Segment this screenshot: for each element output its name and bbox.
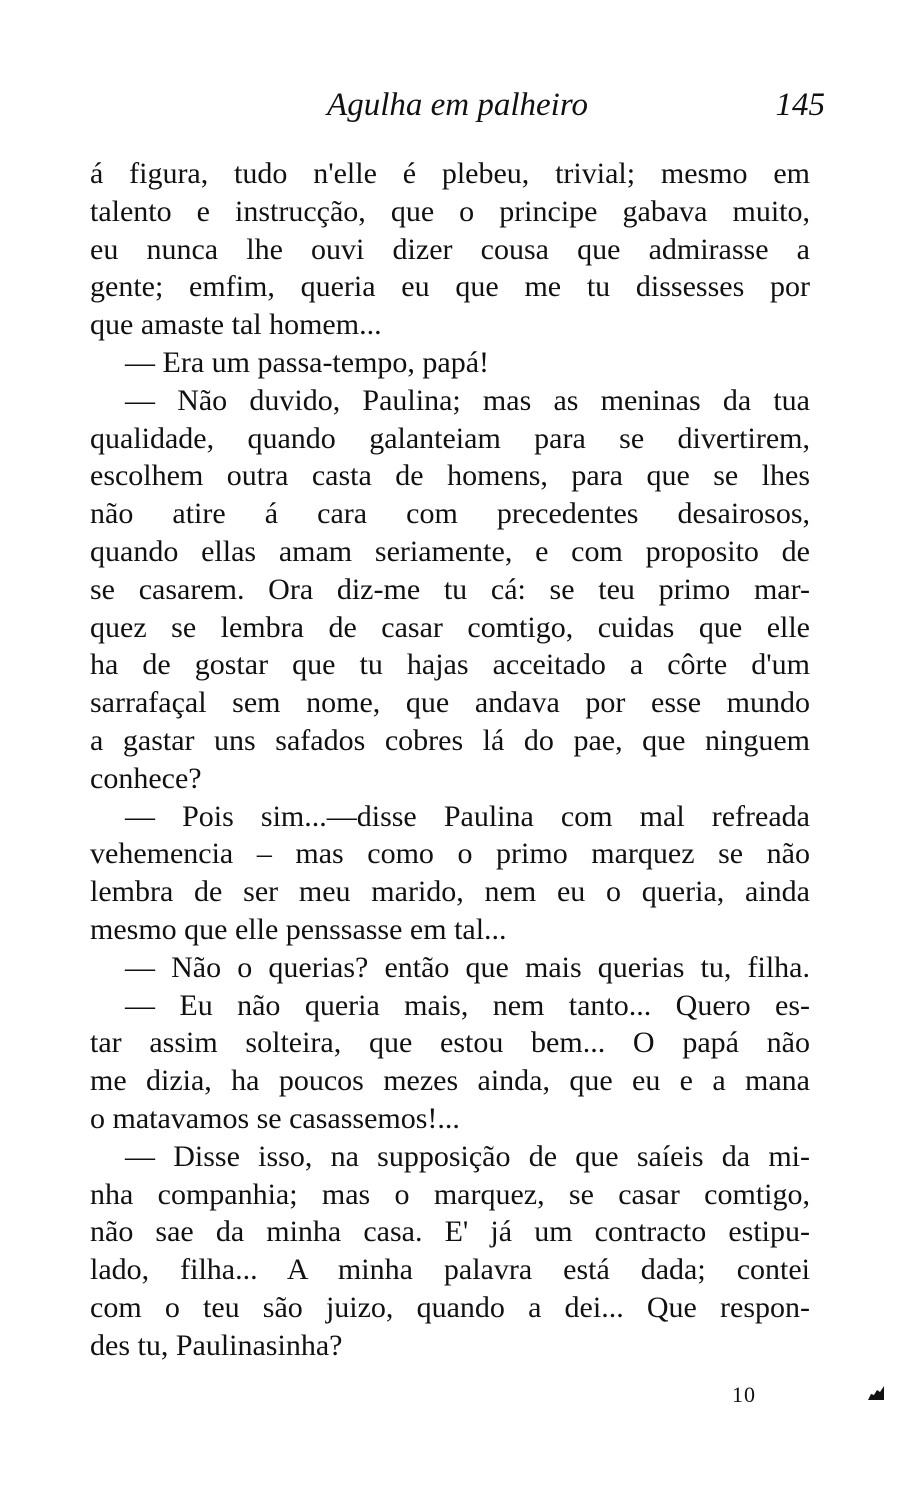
text-line: des tu, Paulinasinha? [90,1328,343,1362]
text-line: mesmo que elle penssasse em tal... [90,912,507,946]
text-line: ha de gostar que tu hajas acceitado a côrte d'um [90,648,810,682]
text-line: a gastar uns safados cobres lá do pae, que ninguem [90,723,810,757]
text-line: lado, filha... A minha palavra está dada; contei [90,1253,810,1287]
text-line: á figura, tudo n'elle é plebeu, trivial; mesmo em [90,157,810,190]
signature-mark: 10 [732,1382,756,1407]
text-line: sarrafaçal sem nome, que andava por esse mundo [90,686,810,720]
text-line: o matavamos se casassemos!... [90,1101,460,1135]
text-line: gente; emfim, queria eu que me tu dissesses por [90,270,810,304]
text-line: — Não duvido, Paulina; mas as meninas da tua [125,383,810,417]
text-line: me dizia, ha poucos mezes ainda, que eu e a mana [90,1064,810,1098]
text-line: quez se lembra de casar comtigo, cuidas que elle [90,610,810,644]
text-line: — Pois sim...—disse Paulina com mal refreada [125,799,810,833]
text-line: tar assim solteira, que estou bem... O papá não [90,1026,810,1060]
text-line: nha companhia; mas o marquez, se casar comtigo, [90,1177,810,1211]
text-line: qualidade, quando galanteiam para se divertirem, [90,421,810,455]
text-line: com o teu são juizo, quando a dei... Que respon- [90,1290,810,1324]
running-head [90,80,825,130]
text-line: — Era um passa-tempo, papá! [125,345,490,379]
text-line: talento e instrucção, que o principe gabava muito, [90,194,810,228]
body-text [90,155,810,1365]
text-line: quando ellas amam seriamente, e com proposito de [90,534,810,568]
running-title: Agulha em palheiro [327,87,588,123]
text-line: não atire á cara com precedentes desairosos, [90,497,810,531]
text-line: — Não o querias? então que mais querias tu, filha. [125,950,810,984]
text-line: — Eu não queria mais, nem tanto... Quero es- [125,988,810,1022]
text-line: conhece? [90,761,202,795]
page-number: 145 [775,87,825,123]
text-line: que amaste tal homem... [90,308,382,342]
text-line: vehemencia – mas como o primo marquez se não [90,837,810,871]
text-line: se casarem. Ora diz-me tu cá: se teu primo mar- [90,572,810,606]
text-line: eu nunca lhe ouvi dizer cousa que admirasse a [90,232,810,266]
text-line: escolhem outra casta de homens, para que se lhes [90,459,810,493]
text-line: lembra de ser meu marido, nem eu o queria, ainda [90,875,810,909]
corner-mark-icon [866,1382,886,1402]
text-line: não sae da minha casa. E' já um contracto estipu- [90,1215,810,1249]
text-line: — Disse isso, na supposição de que saíeis da mi- [125,1139,810,1173]
